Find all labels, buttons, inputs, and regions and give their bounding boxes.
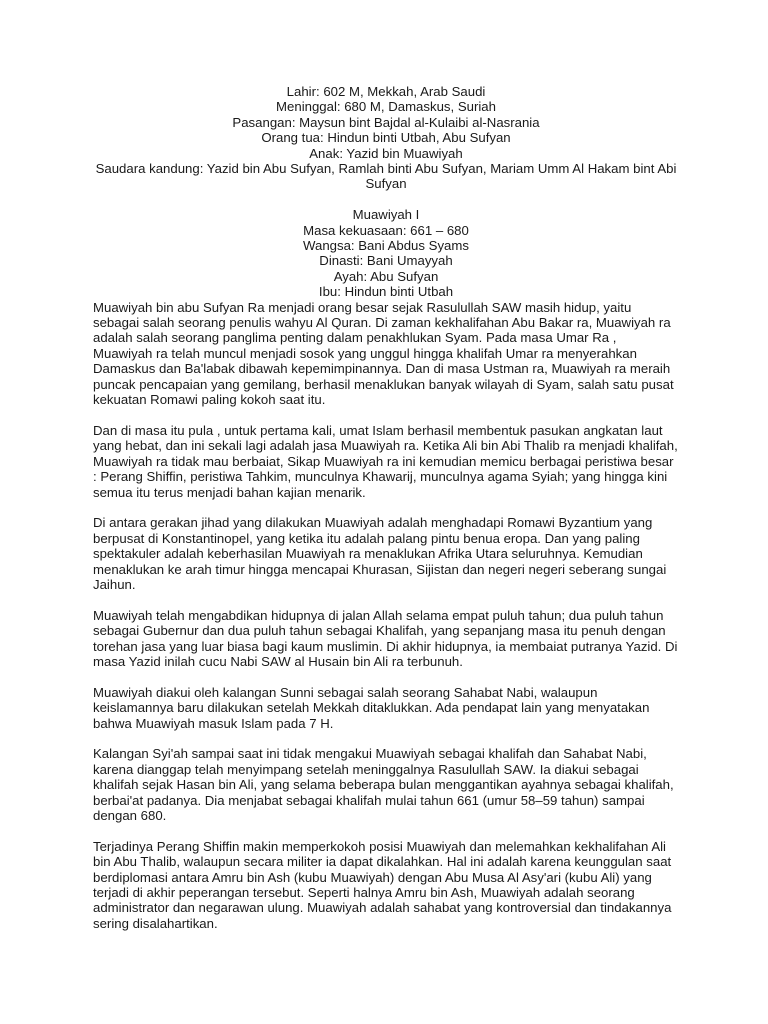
child-line: Anak: Yazid bin Muawiyah bbox=[309, 145, 463, 161]
dynasty-line: Dinasti: Bani Umayyah bbox=[319, 253, 453, 269]
mother-line: Ibu: Hindun binti Utbah bbox=[318, 284, 454, 300]
spouse-line: Pasangan: Maysun bint Bajdal al-Kulaibi al-Nasrania bbox=[232, 114, 540, 130]
death-line: Meninggal: 680 M, Damaskus, Suriah bbox=[276, 99, 496, 115]
parents-line: Orang tua: Hindun binti Utbah, Abu Sufyan bbox=[261, 130, 511, 146]
reign-line: Masa kekuasaan: 661 – 680 bbox=[303, 222, 469, 238]
paragraph: Muawiyah bin abu Sufyan Ra menjadi orang besar sejak Rasulullah SAW masih hidup, yaitu sebagai salah seorang penulis wahyu Al Quran. Di zaman kekhalifahan Abu Bakar ra, Muawiyah ra adalah salah seorang panglima penting dalam penakhlukan Syam. Pada masa Umar Ra , Muawiyah ra telah muncul menjadi sosok yang unggul hingga khalifah Umar ra menyerahkan Damaskus dan Ba'labak dibawah kepemimpinannya. Dan di masa Ustman ra, Muawiyah ra meraih puncak pencapaian yang gemilang, berhasil menaklukan banyak wilayah di Syam, salah satu pusat kekuatan Romawi paling kokoh saat itu. bbox=[93, 299, 674, 408]
paragraph: Muawiyah diakui oleh kalangan Sunni sebagai salah seorang Sahabat Nabi, walaupun keislamannya baru dilakukan setelah Mekkah ditaklukkan. Ada pendapat lain yang menyatakan bahwa Muawiyah masuk Islam pada 7 H. bbox=[93, 684, 650, 731]
birth-line: Lahir: 602 M, Mekkah, Arab Saudi bbox=[286, 84, 486, 99]
paragraph: Muawiyah telah mengabdikan hidupnya di jalan Allah selama empat puluh tahun; dua puluh tahun sebagai Gubernur dan dua puluh tahun sebagai Khalifah, yang sepanjang masa itu penuh dengan torehan jasa yang luar biasa bagi kaum muslimin. Di akhir hidupnya, ia membaiat putranya Yazid. Di masa Yazid inilah cucu Nabi SAW al Husain bin Ali ra terbunuh. bbox=[93, 607, 678, 669]
paragraph: Terjadinya Perang Shiffin makin memperkokoh posisi Muawiyah dan melemahkan kekhalifahan Ali bin Abu Thalib, walaupun secara militer ia dapat dikalahkan. Hal ini adalah karena keunggulan saat berdiplomasi antara Amru bin Ash (kubu Muawiyah) dengan Abu Musa Al Asy'ari (kubu Ali) yang terjadi di akhir peperangan tersebut. Seperti halnya Amru bin Ash, Muawiyah adalah seorang administrator dan negarawan ulung. Muawiyah adalah sahabat yang kontroversial dan tindakannya sering disalahartikan. bbox=[93, 838, 672, 931]
biography-header bbox=[93, 84, 679, 192]
father-line: Ayah: Abu Sufyan bbox=[333, 268, 439, 284]
paragraph: Di antara gerakan jihad yang dilakukan Muawiyah adalah menghadapi Romawi Byzantium yang berpusat di Konstantinopel, yang ketika itu adalah palang pintu benua eropa. Dan yang paling spektakuler adalah keberhasilan Muawiyah ra menaklukan Afrika Utara seluruhnya. Kemudian menaklukan ke arah timur hingga mencapai Khurasan, Sijistan dan negeri negeri seberang sungai Jaihun. bbox=[93, 515, 667, 592]
document-page bbox=[93, 84, 679, 947]
paragraph: Kalangan Syi'ah sampai saat ini tidak mengakui Muawiyah sebagai khalifah dan Sahabat Nabi, karena dianggap telah menyimpang setelah meninggalnya Rasulullah SAW. Ia diakui sebagai khalifah sejak Hasan bin Ali, yang selama beberapa bulan menggantikan ayahnya sebagai khalifah, berbai'at padanya. Dia menjabat sebagai khalifah mulai tahun 661 (umur 58–59 tahun) sampai dengan 680. bbox=[93, 746, 674, 823]
article-body bbox=[93, 300, 679, 932]
ruler-title: Muawiyah I bbox=[352, 207, 420, 223]
siblings-line: Saudara kandung: Yazid bin Abu Sufyan, Ramlah binti Abu Sufyan, Mariam Umm Al Hakam bint Abi Sufyan bbox=[95, 161, 677, 192]
house-line: Wangsa: Bani Abdus Syams bbox=[303, 238, 469, 254]
spacer bbox=[93, 192, 679, 207]
paragraph: Dan di masa itu pula , untuk pertama kali, umat Islam berhasil membentuk pasukan angkatan laut yang hebat, dan ini sekali lagi adalah jasa Muawiyah ra. Ketika Ali bin Abi Thalib ra menjadi khalifah, Muawiyah ra tidak mau berbaiat, Sikap Muawiyah ra ini kemudian memicu berbagai peristiwa besar : Perang Shiffin, peristiwa Tahkim, munculnya Khawarij, munculnya agama Syiah; yang hingga kini semua itu terus menjadi bahan kajian menarik. bbox=[93, 422, 678, 500]
ruler-info bbox=[93, 207, 679, 299]
